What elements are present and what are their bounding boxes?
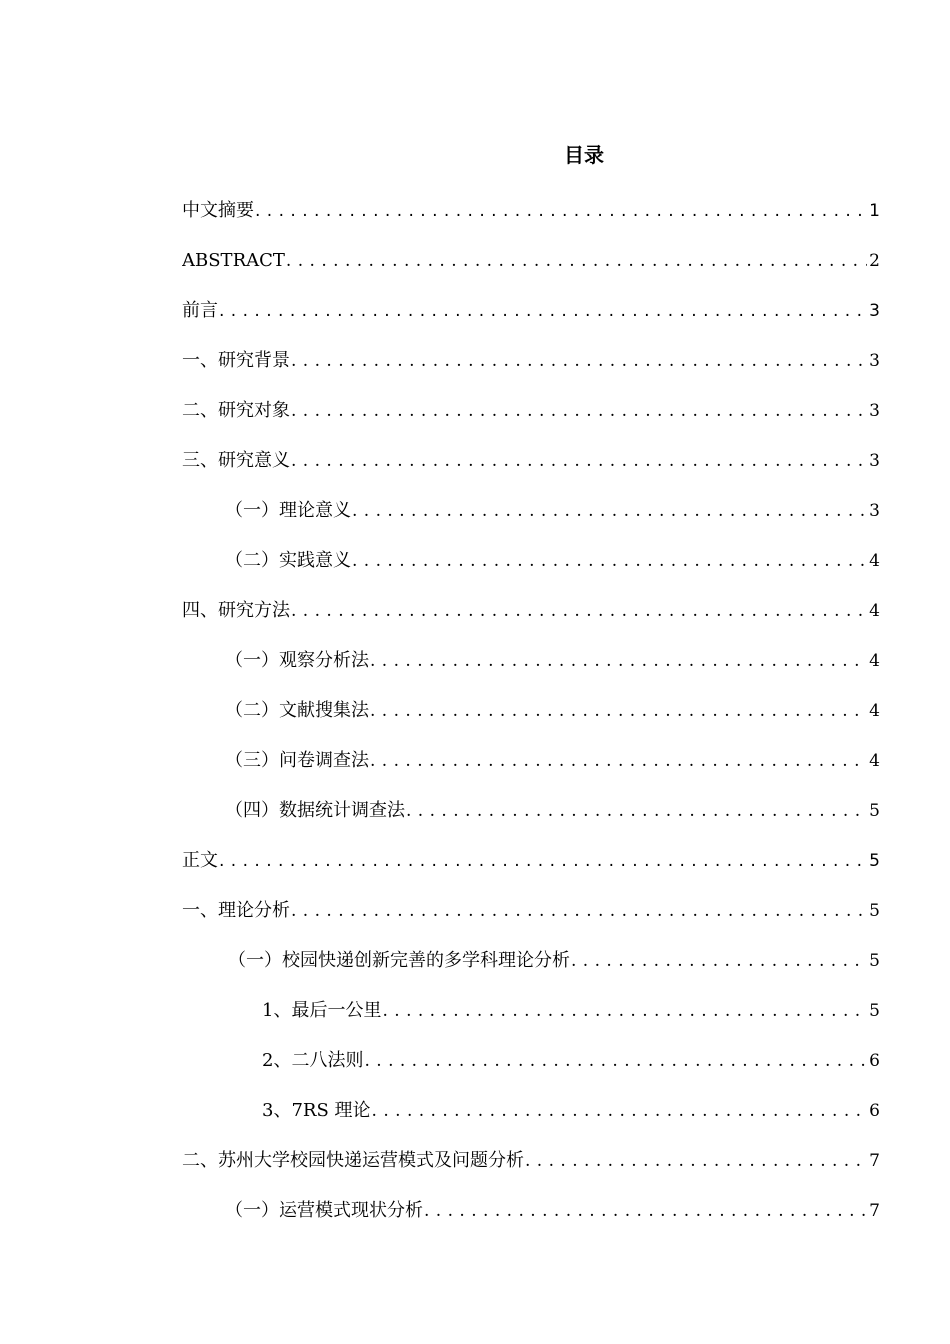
toc-entry-page: 4 [869, 651, 880, 671]
toc-entry[interactable] [182, 346, 880, 374]
toc-entry[interactable] [262, 1046, 880, 1074]
dot-leader [372, 1098, 868, 1124]
toc-entry-label: （一）校园快递创新完善的多学科理论分析 [228, 950, 570, 971]
toc-entry-label: （三）问卷调查法 [225, 750, 369, 771]
dot-leader [370, 648, 867, 674]
dot-leader [571, 948, 867, 974]
toc-entry-page: 3 [869, 451, 880, 471]
dot-leader [255, 198, 867, 224]
dot-leader [219, 298, 867, 324]
dot-leader [424, 1198, 867, 1224]
dot-leader [370, 748, 867, 774]
toc-entry-page: 4 [869, 551, 880, 571]
toc-entry[interactable] [228, 946, 880, 974]
toc-entry[interactable] [182, 896, 880, 924]
dot-leader [352, 548, 867, 574]
toc-entry[interactable] [182, 846, 880, 874]
toc-entry-label: 3、7RS 理论 [262, 1100, 371, 1121]
toc-entry-label: 二、研究对象 [182, 400, 290, 421]
toc-entry[interactable] [225, 646, 880, 674]
toc-entry-page: 5 [869, 1001, 880, 1021]
dot-leader [291, 598, 867, 624]
dot-leader [286, 248, 867, 274]
toc-entry-label: 四、研究方法 [182, 600, 290, 621]
dot-leader [219, 848, 867, 874]
dot-leader [291, 348, 867, 374]
toc-entry-label: （四）数据统计调查法 [225, 800, 405, 821]
toc-entry[interactable] [225, 546, 880, 574]
toc-entry-label: （一）理论意义 [225, 500, 351, 521]
toc-entry[interactable] [225, 696, 880, 724]
toc-entry-label: 2、二八法则 [262, 1050, 364, 1071]
toc-entry[interactable] [225, 496, 880, 524]
toc-entry-label: 1、最后一公里 [262, 1000, 382, 1021]
toc-entry[interactable] [182, 596, 880, 624]
toc-entry[interactable] [182, 196, 880, 224]
dot-leader [370, 698, 867, 724]
dot-leader [291, 448, 867, 474]
toc-entry-label: 一、研究背景 [182, 350, 290, 371]
toc-entry-page: 2 [869, 251, 880, 271]
toc-entry-page: 4 [869, 601, 880, 621]
toc-entry-label: 三、研究意义 [182, 450, 290, 471]
dot-leader [406, 798, 867, 824]
dot-leader [382, 998, 867, 1024]
toc-entry-label: （二）实践意义 [225, 550, 351, 571]
toc-entry-label: （一）运营模式现状分析 [225, 1200, 423, 1221]
toc-entry-page: 3 [869, 501, 880, 521]
toc-entry-label: 正文 [182, 850, 218, 871]
toc-entry-page: 3 [869, 401, 880, 421]
toc-entry-page: 6 [869, 1051, 880, 1071]
toc-entry-label: ABSTRACT [182, 250, 285, 271]
toc-entry[interactable] [182, 446, 880, 474]
toc-entry-page: 1 [869, 201, 880, 221]
toc-entry-page: 5 [869, 951, 880, 971]
dot-leader [291, 898, 867, 924]
toc-entry-page: 6 [869, 1101, 880, 1121]
toc-entry[interactable] [225, 746, 880, 774]
toc-entry-page: 5 [869, 901, 880, 921]
toc-entry[interactable] [262, 1096, 880, 1124]
toc-entry-label: （一）观察分析法 [225, 650, 369, 671]
dot-leader [525, 1148, 867, 1174]
toc-entry-page: 3 [869, 351, 880, 371]
toc-heading: 目录 [564, 145, 604, 167]
toc-entry-label: 一、理论分析 [182, 900, 290, 921]
toc-entry-label: 前言 [182, 300, 218, 321]
toc-entry-page: 4 [869, 701, 880, 721]
dot-leader [364, 1048, 867, 1074]
dot-leader [291, 398, 867, 424]
toc-entry[interactable] [225, 796, 880, 824]
toc-entry[interactable] [182, 1146, 880, 1174]
toc-entry-page: 5 [869, 801, 880, 821]
toc-entry-label: （二）文献搜集法 [225, 700, 369, 721]
toc-entry[interactable] [182, 296, 880, 324]
toc-entry-page: 3 [869, 301, 880, 321]
dot-leader [352, 498, 867, 524]
toc-entry-page: 4 [869, 751, 880, 771]
toc-entry-page: 7 [869, 1201, 880, 1221]
toc-entry-label: 中文摘要 [182, 200, 254, 221]
toc-entry[interactable] [225, 1196, 880, 1224]
toc-entry-page: 7 [869, 1151, 880, 1171]
toc-entry[interactable] [182, 396, 880, 424]
toc-entry-label: 二、苏州大学校园快递运营模式及问题分析 [182, 1150, 524, 1171]
toc-entry[interactable] [262, 996, 880, 1024]
toc-entry-page: 5 [869, 851, 880, 871]
toc-entry[interactable] [182, 246, 880, 274]
